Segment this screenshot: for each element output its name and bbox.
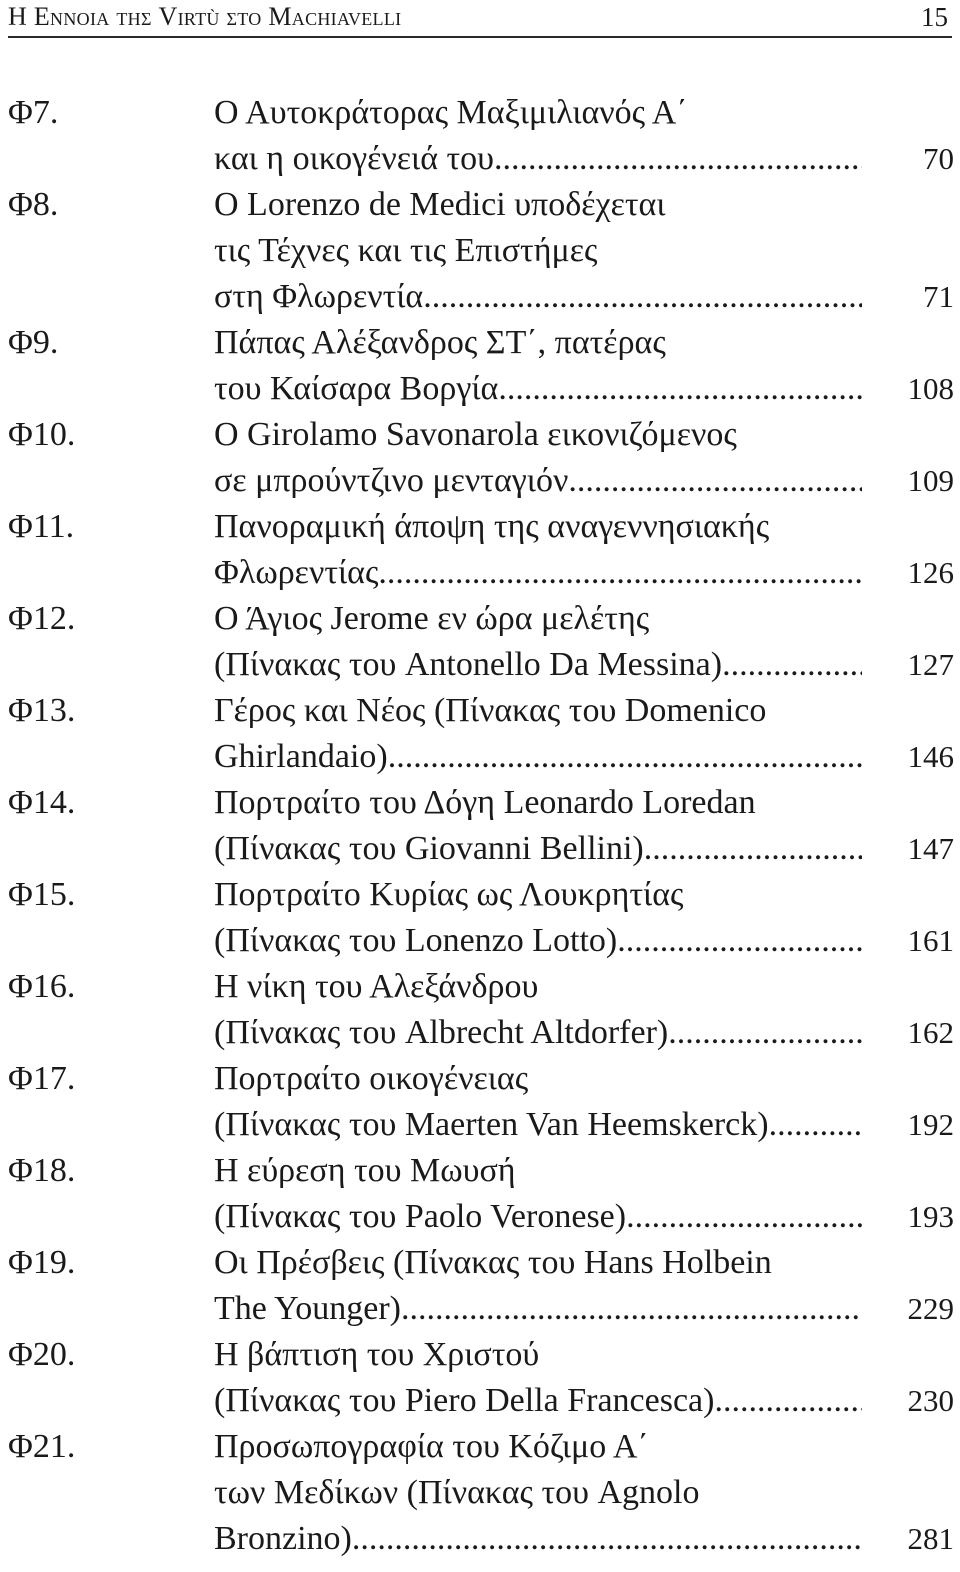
caption-final-line bbox=[214, 918, 954, 964]
figure-caption bbox=[214, 780, 954, 872]
dot-leader bbox=[423, 274, 862, 320]
caption-final-line bbox=[214, 458, 954, 504]
caption-line: Πανοραμική άποψη της αναγεννησιακής bbox=[214, 508, 770, 545]
caption-final-line bbox=[214, 642, 954, 688]
figure-entry bbox=[8, 1148, 954, 1240]
dot-leader bbox=[722, 642, 862, 688]
figure-entry bbox=[8, 182, 954, 320]
dot-leader bbox=[494, 136, 862, 182]
figure-caption bbox=[214, 688, 954, 780]
caption-line: του Καίσαρα Βοργία bbox=[214, 370, 499, 407]
figure-caption bbox=[214, 596, 954, 688]
caption-final-line bbox=[214, 1516, 954, 1562]
figure-entry bbox=[8, 964, 954, 1056]
page-reference: 230 bbox=[907, 1383, 954, 1418]
caption-line: Οι Πρέσβεις (Πίνακας του Hans Holbein bbox=[214, 1244, 772, 1281]
figure-caption bbox=[214, 1148, 954, 1240]
dot-leader bbox=[568, 458, 862, 504]
dot-leader bbox=[401, 1286, 862, 1332]
caption-line: Ο Lorenzo de Medici υποδέχεται bbox=[214, 186, 666, 223]
page-reference: 161 bbox=[907, 923, 954, 958]
figure-entry bbox=[8, 90, 954, 182]
figure-caption bbox=[214, 412, 954, 504]
figure-entry bbox=[8, 1424, 954, 1562]
caption-line: Γέρος και Νέος (Πίνακας του Domenico bbox=[214, 692, 767, 729]
figure-caption bbox=[214, 504, 954, 596]
caption-line: Ο Άγιος Jerome εν ώρα μελέτης bbox=[214, 600, 650, 637]
figure-entry bbox=[8, 412, 954, 504]
caption-line: (Πίνακας του Antonello Da Messina) bbox=[214, 646, 723, 683]
caption-final-line bbox=[214, 136, 954, 182]
page-reference: 147 bbox=[907, 831, 954, 866]
caption-line: Ο Αυτοκράτορας Μαξιμιλιανός Α΄ bbox=[214, 94, 688, 131]
caption-final-line bbox=[214, 1286, 954, 1332]
caption-line: (Πίνακας του Giovanni Bellini) bbox=[214, 830, 644, 867]
caption-line: Η εύρεση του Μωυσή bbox=[214, 1152, 516, 1189]
figure-number: Φ17. bbox=[8, 1060, 76, 1097]
dot-leader bbox=[668, 1010, 862, 1056]
page-reference: 281 bbox=[907, 1521, 954, 1556]
page-reference: 70 bbox=[923, 141, 954, 176]
caption-line: Πάπας Αλέξανδρος ΣΤ΄, πατέρας bbox=[214, 324, 666, 361]
caption-line: (Πίνακας του Lonenzo Lotto) bbox=[214, 922, 618, 959]
caption-line: Η βάπτιση του Χριστού bbox=[214, 1336, 540, 1373]
caption-line: στη Φλωρεντία bbox=[214, 278, 424, 315]
caption-line: τις Τέχνες και τις Επιστήμες bbox=[214, 232, 598, 269]
dot-leader bbox=[498, 366, 862, 412]
caption-final-line bbox=[214, 550, 954, 596]
caption-final-line bbox=[214, 734, 954, 780]
dot-leader bbox=[378, 550, 862, 596]
caption-line: (Πίνακας του Paolo Veronese) bbox=[214, 1198, 627, 1235]
page-reference: 108 bbox=[907, 371, 954, 406]
caption-final-line bbox=[214, 366, 954, 412]
dot-leader bbox=[714, 1378, 862, 1424]
figure-caption bbox=[214, 872, 954, 964]
caption-line: (Πίνακας του Piero Della Francesca) bbox=[214, 1382, 715, 1419]
figure-entry bbox=[8, 504, 954, 596]
figure-caption bbox=[214, 964, 954, 1056]
figure-number: Φ8. bbox=[8, 186, 59, 223]
figure-caption bbox=[214, 1056, 954, 1148]
caption-line: Πορτραίτο οικογένειας bbox=[214, 1060, 529, 1097]
caption-line: σε μπρούντζινο μενταγιόν bbox=[214, 462, 569, 499]
caption-line: Φλωρεντίας bbox=[214, 554, 379, 591]
figure-caption bbox=[214, 1332, 954, 1424]
caption-line: Ghirlandaio) bbox=[214, 738, 388, 775]
caption-final-line bbox=[214, 1010, 954, 1056]
figure-number: Φ21. bbox=[8, 1428, 76, 1465]
figure-number: Φ16. bbox=[8, 968, 76, 1005]
figure-caption bbox=[214, 182, 954, 320]
figure-number: Φ18. bbox=[8, 1152, 76, 1189]
caption-line: Πορτραίτο του Δόγη Leonardo Loredan bbox=[214, 784, 756, 821]
caption-line: (Πίνακας του Albrecht Altdorfer) bbox=[214, 1014, 669, 1051]
figure-number: Φ20. bbox=[8, 1336, 76, 1373]
dot-leader bbox=[388, 734, 862, 780]
page-reference: 229 bbox=[907, 1291, 954, 1326]
dot-leader bbox=[626, 1194, 862, 1240]
caption-line: Η νίκη του Αλεξάνδρου bbox=[214, 968, 539, 1005]
caption-line: και η οικογένειά του bbox=[214, 140, 495, 177]
page-number: 15 bbox=[921, 2, 948, 32]
caption-final-line bbox=[214, 274, 954, 320]
running-head: Η Εννοια της Virtù στο Machiavelli bbox=[8, 2, 402, 31]
page-reference: 193 bbox=[907, 1199, 954, 1234]
figure-entry bbox=[8, 688, 954, 780]
figure-number: Φ7. bbox=[8, 94, 59, 131]
caption-line: των Μεδίκων (Πίνακας του Agnolo bbox=[214, 1474, 700, 1511]
caption-line: (Πίνακας του Maerten Van Heemskerck) bbox=[214, 1106, 769, 1143]
caption-final-line bbox=[214, 826, 954, 872]
figure-number: Φ12. bbox=[8, 600, 76, 637]
dot-leader bbox=[617, 918, 862, 964]
figure-caption bbox=[214, 320, 954, 412]
figure-entry bbox=[8, 596, 954, 688]
figure-caption bbox=[214, 90, 954, 182]
page-reference: 71 bbox=[923, 279, 954, 314]
figure-number: Φ9. bbox=[8, 324, 59, 361]
page-reference: 109 bbox=[907, 463, 954, 498]
page-reference: 162 bbox=[907, 1015, 954, 1050]
dot-leader bbox=[644, 826, 862, 872]
list-of-figures bbox=[8, 90, 954, 1562]
figure-caption bbox=[214, 1240, 954, 1332]
dot-leader bbox=[769, 1102, 862, 1148]
figure-caption bbox=[214, 1424, 954, 1562]
figure-number: Φ10. bbox=[8, 416, 76, 453]
page-header bbox=[8, 0, 952, 38]
caption-final-line bbox=[214, 1102, 954, 1148]
page-reference: 146 bbox=[907, 739, 954, 774]
caption-line: Bronzino) bbox=[214, 1520, 352, 1557]
figure-entry bbox=[8, 1332, 954, 1424]
caption-final-line bbox=[214, 1378, 954, 1424]
page-reference: 192 bbox=[907, 1107, 954, 1142]
caption-line: Ο Girolamo Savonarola εικονιζόμενος bbox=[214, 416, 737, 453]
caption-line: Πορτραίτο Κυρίας ως Λουκρητίας bbox=[214, 876, 684, 913]
figure-number: Φ11. bbox=[8, 508, 75, 545]
dot-leader bbox=[352, 1516, 862, 1562]
figure-number: Φ13. bbox=[8, 692, 76, 729]
figure-number: Φ14. bbox=[8, 784, 76, 821]
figure-entry bbox=[8, 780, 954, 872]
figure-entry bbox=[8, 1056, 954, 1148]
figure-number: Φ15. bbox=[8, 876, 76, 913]
page-reference: 126 bbox=[907, 555, 954, 590]
figure-entry bbox=[8, 1240, 954, 1332]
figure-number: Φ19. bbox=[8, 1244, 76, 1281]
page-reference: 127 bbox=[907, 647, 954, 682]
figure-entry bbox=[8, 872, 954, 964]
caption-final-line bbox=[214, 1194, 954, 1240]
caption-line: Προσωπογραφία του Κόζιμο Α΄ bbox=[214, 1428, 649, 1465]
caption-line: The Younger) bbox=[214, 1290, 401, 1327]
figure-entry bbox=[8, 320, 954, 412]
